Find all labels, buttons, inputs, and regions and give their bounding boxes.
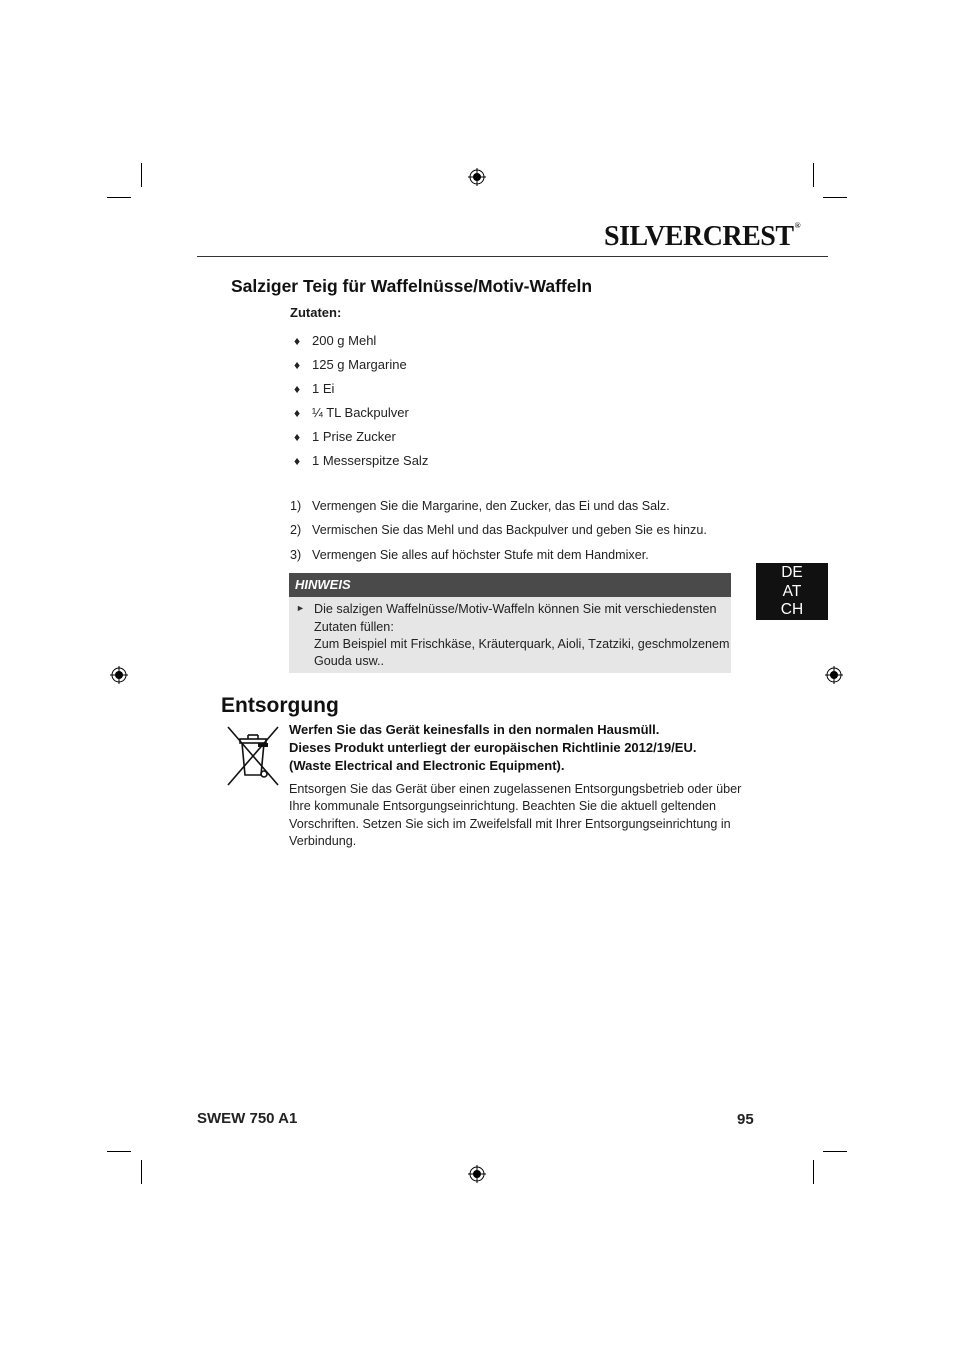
- brand-logo-text: SILVERCREST: [604, 221, 794, 252]
- list-item: [294, 429, 396, 444]
- step-number: 2): [290, 523, 302, 537]
- note-header: HINWEIS: [289, 573, 731, 597]
- step-text: Vermengen Sie die Margarine, den Zucker, das Ei und das Salz.: [312, 499, 670, 513]
- step-item: [290, 499, 670, 513]
- disposal-warning-line: Dieses Produkt unterliegt der europäischen Richtlinie 2012/19/EU.: [289, 740, 697, 755]
- bullet-icon: ♦: [294, 406, 301, 420]
- page-number: 95: [737, 1111, 754, 1128]
- crop-mark: [823, 1151, 847, 1152]
- ingredient-text: 1 Ei: [312, 381, 335, 396]
- note-line: Die salzigen Waffelnüsse/Motiv-Waffeln können Sie mit verschiedensten: [314, 602, 717, 616]
- crop-mark: [107, 197, 131, 198]
- note-line: Zutaten füllen:: [314, 620, 394, 634]
- language-code: AT: [782, 582, 802, 600]
- crop-mark: [823, 197, 847, 198]
- list-item: [294, 453, 428, 468]
- bullet-icon: ♦: [294, 382, 301, 396]
- registration-mark-icon: [468, 1165, 486, 1183]
- disposal-warning-line: Werfen Sie das Gerät keinesfalls in den normalen Hausmüll.: [289, 722, 660, 737]
- list-item: [294, 357, 407, 372]
- disposal-text-line: Entsorgen Sie das Gerät über einen zugelassenen Entsorgungsbetrieb oder über: [289, 782, 742, 796]
- ingredient-text: ¼ TL Backpulver: [312, 405, 409, 420]
- step-text: Vermengen Sie alles auf höchster Stufe mit dem Handmixer.: [312, 548, 649, 562]
- crossed-out-wheelie-bin-icon: [226, 725, 280, 787]
- crop-mark: [107, 1151, 131, 1152]
- crop-mark: [813, 1160, 814, 1184]
- registration-mark-icon: [825, 666, 843, 684]
- note-line: Gouda usw..: [314, 654, 385, 668]
- ingredient-text: 125 g Margarine: [312, 357, 407, 372]
- footer-model: SWEW 750 A1: [197, 1110, 298, 1127]
- brand-logo: [604, 221, 800, 253]
- registration-mark-icon: [110, 666, 128, 684]
- step-number: 3): [290, 548, 302, 562]
- step-number: 1): [290, 499, 302, 513]
- step-item: [290, 523, 707, 537]
- language-code: DE: [781, 564, 803, 581]
- crop-mark: [813, 163, 814, 187]
- disposal-text-line: Vorschriften. Setzen Sie sich im Zweifelsfall mit Ihrer Entsorgungseinrichtung in: [289, 817, 731, 831]
- language-code: CH: [780, 601, 804, 618]
- note-line: Zum Beispiel mit Frischkäse, Kräuterquark, Aioli, Tzatziki, geschmolzenem: [314, 637, 730, 651]
- disposal-title: Entsorgung: [221, 694, 339, 717]
- list-item: [294, 405, 409, 420]
- disposal-text-line: Verbindung.: [289, 834, 357, 848]
- crop-mark: [141, 163, 142, 187]
- header-rule: [197, 256, 828, 257]
- ingredient-text: 1 Prise Zucker: [312, 429, 396, 444]
- list-item: [294, 381, 334, 396]
- bullet-icon: ♦: [294, 358, 301, 372]
- recipe-title: Salziger Teig für Waffelnüsse/Motiv-Waffeln: [231, 276, 593, 296]
- list-item: [294, 333, 376, 348]
- bullet-icon: ♦: [294, 454, 301, 468]
- disposal-text-line: Ihre kommunale Entsorgungseinrichtung. Beachten Sie die aktuell geltenden: [289, 799, 717, 813]
- bullet-icon: ♦: [294, 430, 301, 444]
- step-text: Vermischen Sie das Mehl und das Backpulver und geben Sie es hinzu.: [312, 523, 707, 537]
- registered-mark: ®: [794, 221, 801, 230]
- language-tab: [756, 563, 828, 620]
- crop-mark: [141, 1160, 142, 1184]
- arrow-right-icon: ►: [296, 603, 305, 613]
- ingredient-text: 1 Messerspitze Salz: [312, 453, 429, 468]
- bullet-icon: ♦: [294, 334, 301, 348]
- registration-mark-icon: [468, 168, 486, 186]
- disposal-warning-line: (Waste Electrical and Electronic Equipment).: [289, 758, 565, 773]
- step-item: [290, 548, 649, 562]
- ingredients-label: Zutaten:: [290, 305, 342, 320]
- ingredient-text: 200 g Mehl: [312, 333, 377, 348]
